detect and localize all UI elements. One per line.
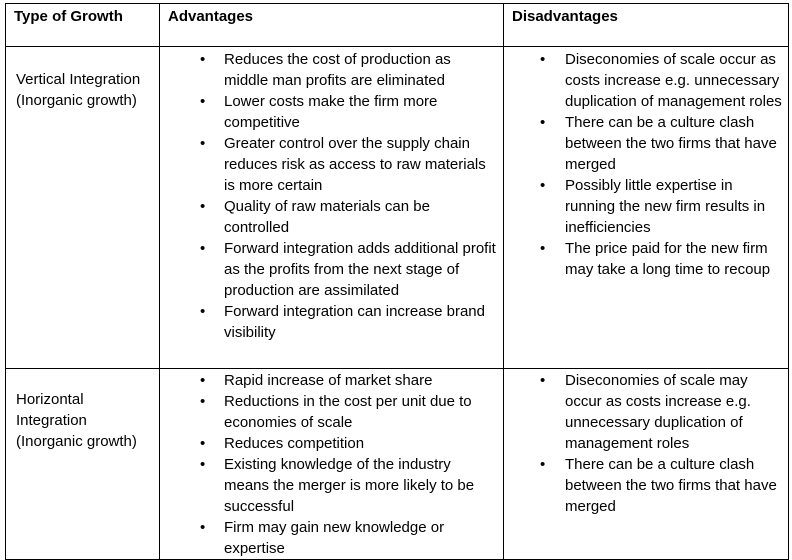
list-item: • Existing knowledge of the industry means the merger is more likely to be successful — [160, 454, 503, 517]
growth-type-label: (Inorganic growth) — [16, 92, 137, 109]
advantages-list — [160, 369, 503, 559]
list-item: • Reductions in the cost per unit due to economies of scale — [160, 391, 503, 433]
list-item: • Forward integration adds additional profit as the profits from the next stage of production are assimilated — [160, 238, 503, 301]
disadvantages-list — [504, 47, 788, 280]
growth-type-cell — [6, 369, 160, 560]
growth-type-label: Integration — [16, 412, 87, 429]
disadvantages-cell — [504, 47, 789, 369]
table-row — [6, 47, 789, 369]
list-item: • Lower costs make the firm more competitive — [160, 91, 503, 133]
list-item: • Quality of raw materials can be controlled — [160, 196, 503, 238]
growth-type-label: Vertical Integration — [16, 71, 141, 88]
list-item: • The price paid for the new firm may take a long time to recoup — [504, 238, 788, 280]
list-item: • Rapid increase of market share — [160, 370, 503, 391]
growth-type-cell — [6, 47, 160, 369]
header-disadvantages: Disadvantages — [504, 4, 789, 47]
list-item: • Reduces the cost of production as middle man profits are eliminated — [160, 49, 503, 91]
disadvantages-cell — [504, 369, 789, 560]
list-item: • Possibly little expertise in running the new firm results in inefficiencies — [504, 175, 788, 238]
growth-type-label: (Inorganic growth) — [16, 433, 137, 450]
list-item: • Firm may gain new knowledge or expertise — [160, 517, 503, 559]
header-type-of-growth: Type of Growth — [6, 4, 160, 47]
table-row — [6, 369, 789, 560]
header-advantages: Advantages — [160, 4, 504, 47]
advantages-list — [160, 47, 503, 343]
list-item: • Forward integration can increase brand visibility — [160, 301, 503, 343]
list-item: • There can be a culture clash between the two firms that have merged — [504, 112, 788, 175]
advantages-cell — [160, 369, 504, 560]
growth-comparison-table — [5, 3, 789, 560]
list-item: • There can be a culture clash between the two firms that have merged — [504, 454, 788, 517]
list-item: • Diseconomies of scale may occur as costs increase e.g. unnecessary duplication of management roles — [504, 370, 788, 454]
advantages-cell — [160, 47, 504, 369]
disadvantages-list — [504, 369, 788, 517]
list-item: • Greater control over the supply chain reduces risk as access to raw materials is more certain — [160, 133, 503, 196]
list-item: • Reduces competition — [160, 433, 503, 454]
growth-type-label: Horizontal — [16, 391, 84, 408]
list-item: • Diseconomies of scale occur as costs increase e.g. unnecessary duplication of management roles — [504, 49, 788, 112]
header-row — [6, 4, 789, 47]
